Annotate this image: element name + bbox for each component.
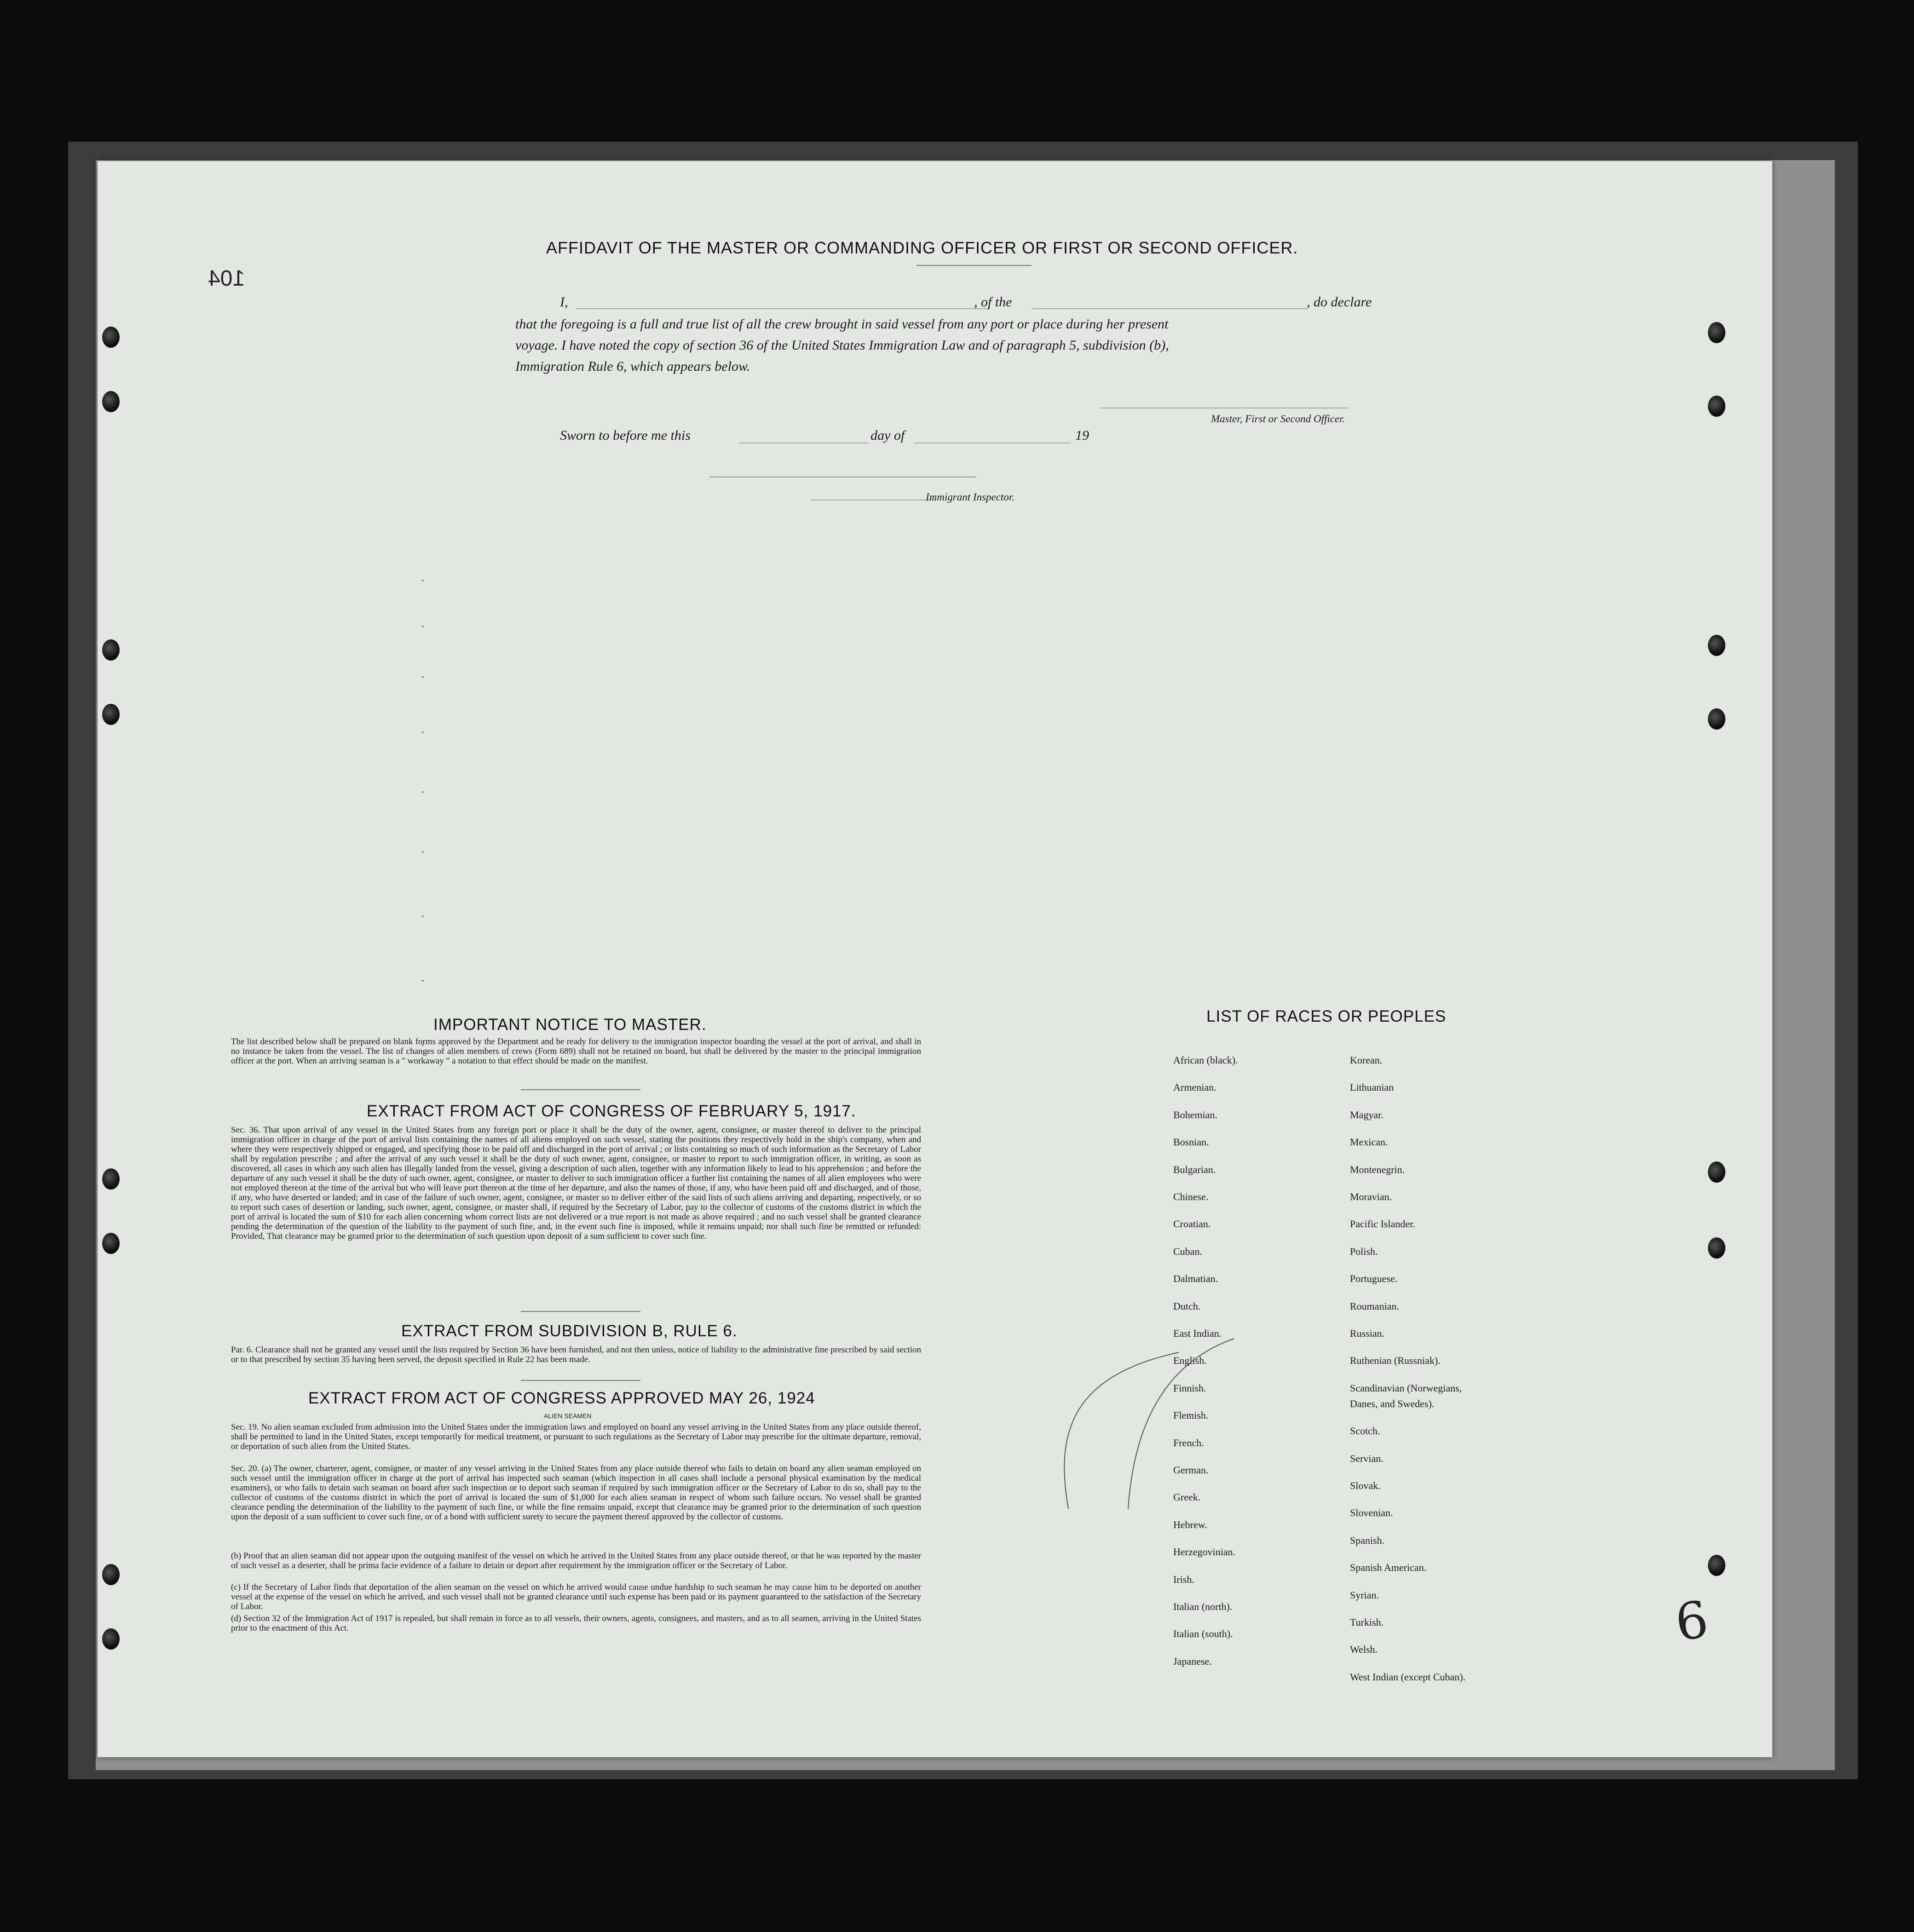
- race-item: Russian.: [1350, 1328, 1385, 1339]
- affidavit-line2: that the foregoing is a full and true list of all the crew brought in said vessel from any port or place during her present: [515, 316, 1169, 332]
- punch-hole-left-5: [102, 1168, 120, 1190]
- race-item: Welsh.: [1350, 1644, 1378, 1656]
- race-item: Japanese.: [1173, 1655, 1212, 1667]
- race-item: Scotch.: [1350, 1425, 1380, 1437]
- extract-1924-subtitle: ALIEN SEAMEN: [544, 1412, 592, 1420]
- race-item: Servian.: [1350, 1452, 1384, 1464]
- notice-title: IMPORTANT NOTICE TO MASTER.: [433, 1016, 707, 1034]
- stray-mark-7: [422, 915, 424, 917]
- race-item: Dalmatian.: [1173, 1273, 1218, 1285]
- day-of-text: day of: [871, 428, 905, 443]
- race-item: Greek.: [1173, 1491, 1201, 1503]
- race-item: Danes, and Swedes).: [1350, 1397, 1435, 1409]
- extract-1917-title: EXTRACT FROM ACT OF CONGRESS OF FEBRUARY 5, 1917.: [367, 1102, 856, 1120]
- punch-hole-right-4: [1708, 708, 1725, 730]
- punch-hole-left-8: [102, 1628, 120, 1650]
- race-item: Italian (north).: [1173, 1601, 1233, 1612]
- race-item: Dutch.: [1173, 1300, 1201, 1312]
- race-item: Mexican.: [1350, 1136, 1388, 1148]
- race-item: Hebrew.: [1173, 1518, 1207, 1530]
- race-item: Syrian.: [1350, 1589, 1379, 1601]
- race-item: Finnish.: [1173, 1382, 1206, 1394]
- stray-mark-2: [422, 626, 424, 627]
- punch-hole-left-2: [102, 391, 120, 412]
- race-item: Bosnian.: [1173, 1136, 1209, 1148]
- punch-hole-right-1: [1708, 322, 1725, 343]
- sworn-text: Sworn to before me this: [560, 428, 691, 443]
- stray-mark-3: [422, 676, 424, 678]
- stray-mark-8: [422, 980, 424, 982]
- extract-1924-sec20c: (c) If the Secretary of Labor finds that deportation of the alien seaman on the vessel on which he arrived would cause undue hardship to such seaman he may cause him to be deported on another vessel at the expense of the vessel on which he arrived, and such vessel shall not be granted clearance until such expense has been paid or its payment guaranteed to the satisfaction of the Secretary of Labor.: [231, 1582, 921, 1611]
- race-item: Magyar.: [1350, 1109, 1384, 1121]
- race-item: Korean.: [1350, 1054, 1383, 1066]
- race-item: Roumanian.: [1350, 1300, 1399, 1312]
- extract-1917-body: Sec. 36. That upon arrival of any vessel in the United States from any foreign port or place it shall be the duty of the owner, agent, consignee, or master thereof to deliver to the principal immigration officer in charge of the port of arrival lists containing the names of all aliens employed on such vessel, stating the positions they respectively hold in the ship's company, when and where they were respectively shipped or engaged, and specifying those to be paid off and discharged in the port of arrival ; or lists containing so much of such information as the Secretary of Labor shall by regulation prescribe ; and after the arrival of any such vessel it shall be the duty of such owner, agent, consignee, or master to report to such immigration officer, in writing, as soon as discovered, all cases in which any such alien has illegally landed from the vessel, giving a description of such alien, together with any information likely to lead to his apprehension ; and before the departure of any such vessel it shall be the duty of such owner, agent, consignee, or master to deliver to such immigration officer a further list containing the names of all alien employees who were not employed thereon at the time of the arrival but who will leave port thereon at the time of her departure, and also the names of those, if any, who have been paid off and discharged, and of those, if any, who have deserted or landed; and in case of the failure of such owner, agent, consignee, or master so to deliver either of the said lists of such aliens arriving and departing, respectively, or so to report such cases of desertion or landing, such owner, agent, consignee, or master shall, if required by the Secretary of Labor, pay to the collector of customs of the customs district in which the port of arrival is located the sum of $10 for each alien concerning whom correct lists are not delivered or a true report is not made as above required ; and no such vessel shall be granted clearance pending the determination of the question of the liability to the payment of such fine, and, in the event such fine is imposed, while it remains unpaid; nor shall such fine be remitted or refunded: Provided, That clearance may be granted prior to the determination of such question upon deposit of a sum sufficient to cover such fine.: [231, 1125, 921, 1241]
- race-item: Moravian.: [1350, 1191, 1392, 1202]
- stamp-number: 104: [208, 266, 245, 291]
- race-item: East Indian.: [1173, 1328, 1222, 1339]
- race-item: African (black).: [1173, 1054, 1238, 1066]
- stray-mark-4: [422, 731, 424, 733]
- extract-1917-rule: [521, 1311, 640, 1312]
- form-page: [98, 161, 1772, 1757]
- punch-hole-right-6: [1708, 1237, 1725, 1259]
- affidavit-title: AFFIDAVIT OF THE MASTER OR COMMANDING OFFICER OR FIRST OR SECOND OFFICER.: [546, 238, 1298, 257]
- handwritten-mark: 6: [1672, 1589, 1712, 1653]
- punch-hole-left-1: [102, 327, 120, 348]
- punch-hole-right-7: [1708, 1555, 1725, 1576]
- race-item: Irish.: [1173, 1573, 1194, 1585]
- punch-hole-left-4: [102, 704, 120, 725]
- inspector-label: Immigrant Inspector.: [926, 491, 1015, 503]
- race-item: Ruthenian (Russniak).: [1350, 1355, 1441, 1367]
- races-title: LIST OF RACES OR PEOPLES: [1206, 1007, 1447, 1025]
- stray-mark-6: [422, 851, 424, 853]
- signature-label: Master, First or Second Officer.: [1211, 413, 1345, 425]
- extract-rule6-body: Par. 6. Clearance shall not be granted any vessel until the lists required by Section 36 have been furnished, and not then unless, notice of liability to the administrative fine prescribed by said section or to that prescribed by section 35 having been served, the deposit specified in Rule 22 has been made.: [231, 1345, 921, 1364]
- race-item: Portuguese.: [1350, 1273, 1398, 1285]
- notice-body: The list described below shall be prepared on blank forms approved by the Department and be ready for delivery to the immigration inspector boarding the vessel at the port of arrival, and shall in no instance be taken from the vessel. The list of changes of alien members of crews (Form 689) shall not be retained on board, but shall be delivered by the master to the principal immigration officer at the port. When an arriving seaman is a " workaway " a notation to that effect should be made on the manifest.: [231, 1037, 921, 1066]
- notice-rule: [521, 1089, 640, 1090]
- race-item: Croatian.: [1173, 1218, 1211, 1230]
- race-item: Bulgarian.: [1173, 1163, 1216, 1175]
- race-item: French.: [1173, 1437, 1204, 1449]
- race-item: Lithuanian: [1350, 1081, 1394, 1093]
- affidavit-line4: Immigration Rule 6, which appears below.: [515, 359, 750, 374]
- extract-1924-sec19: Sec. 19. No alien seaman excluded from admission into the United States under the immigration laws and employed on board any vessel arriving in the United States from any place outside thereof, shall be permitted to land in the United States, except temporarily for medical treatment, or pursuant to such regulations as the Secretary of Labor may prescribe for the ultimate departure, removal, or deportation of such alien from the United States.: [231, 1422, 921, 1451]
- stray-mark-5: [422, 791, 424, 793]
- race-item: Cuban.: [1173, 1245, 1202, 1257]
- race-item: Montenegrin.: [1350, 1163, 1405, 1175]
- affidavit-line1-of-the: , of the: [974, 294, 1012, 310]
- punch-hole-right-5: [1708, 1162, 1725, 1183]
- punch-hole-right-2: [1708, 396, 1725, 417]
- race-item: Polish.: [1350, 1245, 1378, 1257]
- extract-rule6-title: EXTRACT FROM SUBDIVISION B, RULE 6.: [401, 1322, 738, 1340]
- race-item: Bohemian.: [1173, 1109, 1217, 1121]
- affidavit-title-rule: [917, 265, 1032, 266]
- race-item: Flemish.: [1173, 1409, 1209, 1421]
- affidavit-line1-i: I,: [560, 294, 568, 310]
- stray-mark-1: [422, 580, 424, 581]
- extract-1924-title: EXTRACT FROM ACT OF CONGRESS APPROVED MAY 26, 1924: [308, 1389, 815, 1407]
- race-item: Scandinavian (Norwegians,: [1350, 1382, 1462, 1394]
- race-item: Slovak.: [1350, 1480, 1381, 1491]
- race-item: Armenian.: [1173, 1081, 1216, 1093]
- punch-hole-right-3: [1708, 635, 1725, 656]
- race-item: Herzegovinian.: [1173, 1546, 1235, 1558]
- affidavit-line1-declare: , do declare: [1307, 294, 1372, 310]
- race-item: Pacific Islander.: [1350, 1218, 1415, 1230]
- race-item: West Indian (except Cuban).: [1350, 1671, 1466, 1683]
- extract-rule6-rule: [521, 1380, 640, 1381]
- extract-1924-sec20a: Sec. 20. (a) The owner, charterer, agent, consignee, or master of any vessel arriving in the United States from any place outside thereof who fails to detain on board any alien seaman employed on such vessel until the immigration officer in charge at the port of arrival has inspected such seaman (which inspection in all cases shall include a personal physical examination by the medical examiners), or who fails to detain such seaman on board after such inspection or to deport such seaman if required by such immigration officer or the Secretary of Labor to do so, shall pay to the collector of customs of the customs district in which the port of arrival is located the sum of $1,000 for each alien seaman in respect of whom such failure occurs. No vessel shall be granted clearance pending the determination of the liability to the payment of such fine, or while the fine remains unpaid, except that clearance may be granted prior to the determination of such question upon the deposit of a sum sufficient to cover such fine, or of a bond with sufficient surety to secure the payment thereof approved by the collector of customs.: [231, 1464, 921, 1522]
- race-item: German.: [1173, 1464, 1209, 1476]
- affidavit-name-blank: [576, 308, 990, 309]
- punch-hole-left-7: [102, 1564, 120, 1585]
- race-item: English.: [1173, 1355, 1207, 1367]
- extract-1924-sec20b: (b) Proof that an alien seaman did not appear upon the outgoing manifest of the vessel on which he arrived in the United States from any place outside thereof, or that he was reported by the master of such vessel as a deserter, shall be prima facie evidence of a failure to detain or deport after requirement by the immigration officer or the Secretary of Labor.: [231, 1551, 921, 1570]
- race-item: Spanish.: [1350, 1534, 1385, 1546]
- extract-1924-sec20d: (d) Section 32 of the Immigration Act of 1917 is repealed, but shall remain in force as to all vessels, their owners, agents, consignees, and masters, and as to all seamen, arriving in the United States prior to the enactment of this Act.: [231, 1614, 921, 1633]
- year-prefix: 19: [1075, 428, 1089, 443]
- race-item: Slovenian.: [1350, 1507, 1393, 1519]
- race-item: Spanish American.: [1350, 1562, 1427, 1574]
- punch-hole-left-3: [102, 639, 120, 661]
- pencil-marks: [1055, 1293, 1239, 1513]
- affidavit-line3: voyage. I have noted the copy of section 36 of the United States Immigration Law and of paragraph 5, subdivision (b),: [515, 338, 1169, 353]
- punch-hole-left-6: [102, 1233, 120, 1254]
- race-item: Chinese.: [1173, 1191, 1209, 1202]
- affidavit-vessel-blank: [1032, 308, 1308, 309]
- race-item: Italian (south).: [1173, 1628, 1233, 1640]
- race-item: Turkish.: [1350, 1616, 1384, 1628]
